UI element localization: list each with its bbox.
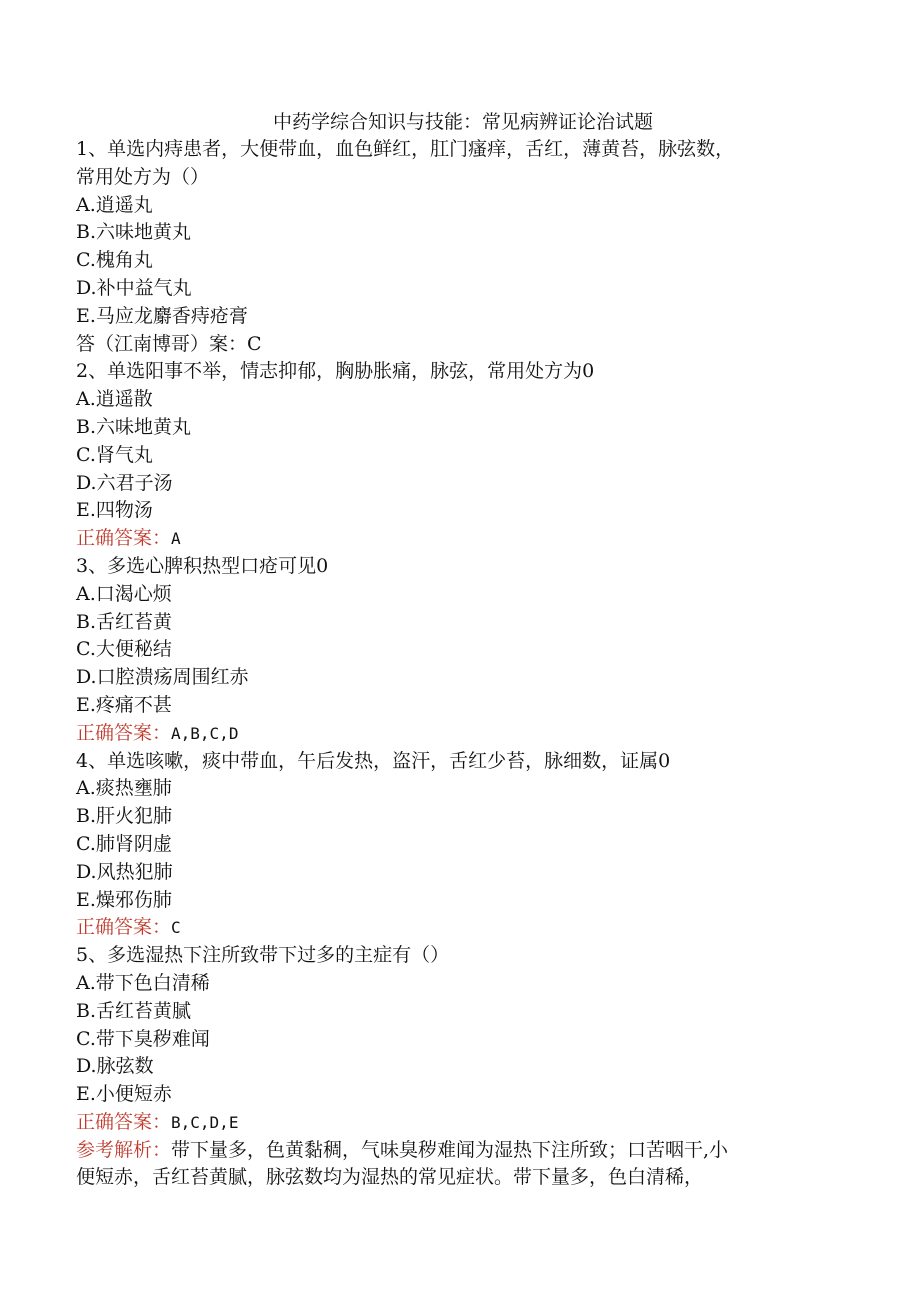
option-b: B.六味地黄丸 [76,221,192,244]
question-3 [76,553,836,748]
answer-label: 正确答案： [76,527,172,550]
analysis [76,1137,836,1165]
answer [76,720,836,748]
answer-label: 正确答案： [76,721,172,744]
option-a: A.逍遥丸 [76,193,153,216]
option-d: D.口腔溃疡周围红赤 [76,666,249,689]
answer-value: A [171,529,181,549]
option-c: C.肾气丸 [76,443,153,466]
question-4 [76,748,836,943]
answer-label: 正确答案： [76,1110,172,1133]
question-stem: 2、单选阳事不举，情志抑郁，胸胁胀痛，脉弦，常用处方为0 [76,360,595,383]
option-e: E.小便短赤 [76,1083,172,1106]
question-1 [76,136,836,358]
analysis-label: 参考解析： [76,1138,172,1161]
option-c: C.槐角丸 [76,249,153,272]
answer [76,914,836,942]
question-stem: 4、单选咳嗽，痰中带血，午后发热，盗汗，舌红少苔，脉细数，证属0 [76,749,671,772]
option-a: A.口渴心烦 [76,582,172,605]
option-b: B.六味地黄丸 [76,415,192,438]
option-b: B.舌红苔黄 [76,610,173,633]
answer [76,525,836,553]
document-page [76,108,836,1192]
analysis-cont: 便短赤，舌红苔黄腻，脉弦数均为湿热的常见症状。带下量多，色白清稀， [76,1166,704,1189]
question-5 [76,942,836,1192]
answer [76,1109,836,1137]
option-c: C.带下臭秽难闻 [76,1027,210,1050]
option-e: E.马应龙麝香痔疮膏 [76,304,248,327]
analysis-text: 带下量多，色黄黏稠，气味臭秽难闻为湿热下注所致；口苦咽干,小 [171,1138,729,1161]
option-a: A.逍遥散 [76,388,153,411]
option-a: A.痰热壅肺 [76,777,172,800]
option-c: C.大便秘结 [76,638,172,661]
option-d: D.脉弦数 [76,1055,154,1078]
question-stem: 5、多选湿热下注所致带下过多的主症有（） [76,944,450,967]
option-e: E.四物汤 [76,499,153,522]
document-title: 中药学综合知识与技能：常见病辨证论治试题 [272,111,653,133]
answer: 答（江南博哥）案：C [76,332,262,355]
answer-value: A,B,C,D [171,723,239,743]
option-c: C.肺肾阴虚 [76,832,172,855]
option-d: D.六君子汤 [76,471,173,494]
question-stem: 3、多选心脾积热型口疮可见0 [76,554,329,577]
answer-value: C [171,918,181,938]
option-b: B.舌红苔黄腻 [76,999,192,1022]
option-d: D.风热犯肺 [76,860,173,883]
question-2 [76,358,836,553]
question-stem-cont: 常用处方为（） [76,165,210,188]
option-d: D.补中益气丸 [76,276,192,299]
option-a: A.带下色白清稀 [76,971,210,994]
question-stem: 1、单选内痔患者，大便带血，血色鲜红，肛门瘙痒，舌红，薄黄苔，脉弦数， [76,138,735,160]
option-b: B.肝火犯肺 [76,805,173,828]
option-e: E.疼痛不甚 [76,693,172,716]
option-e: E.燥邪伤肺 [76,888,172,911]
answer-label: 正确答案： [76,916,172,939]
answer-value: B,C,D,E [171,1112,239,1132]
